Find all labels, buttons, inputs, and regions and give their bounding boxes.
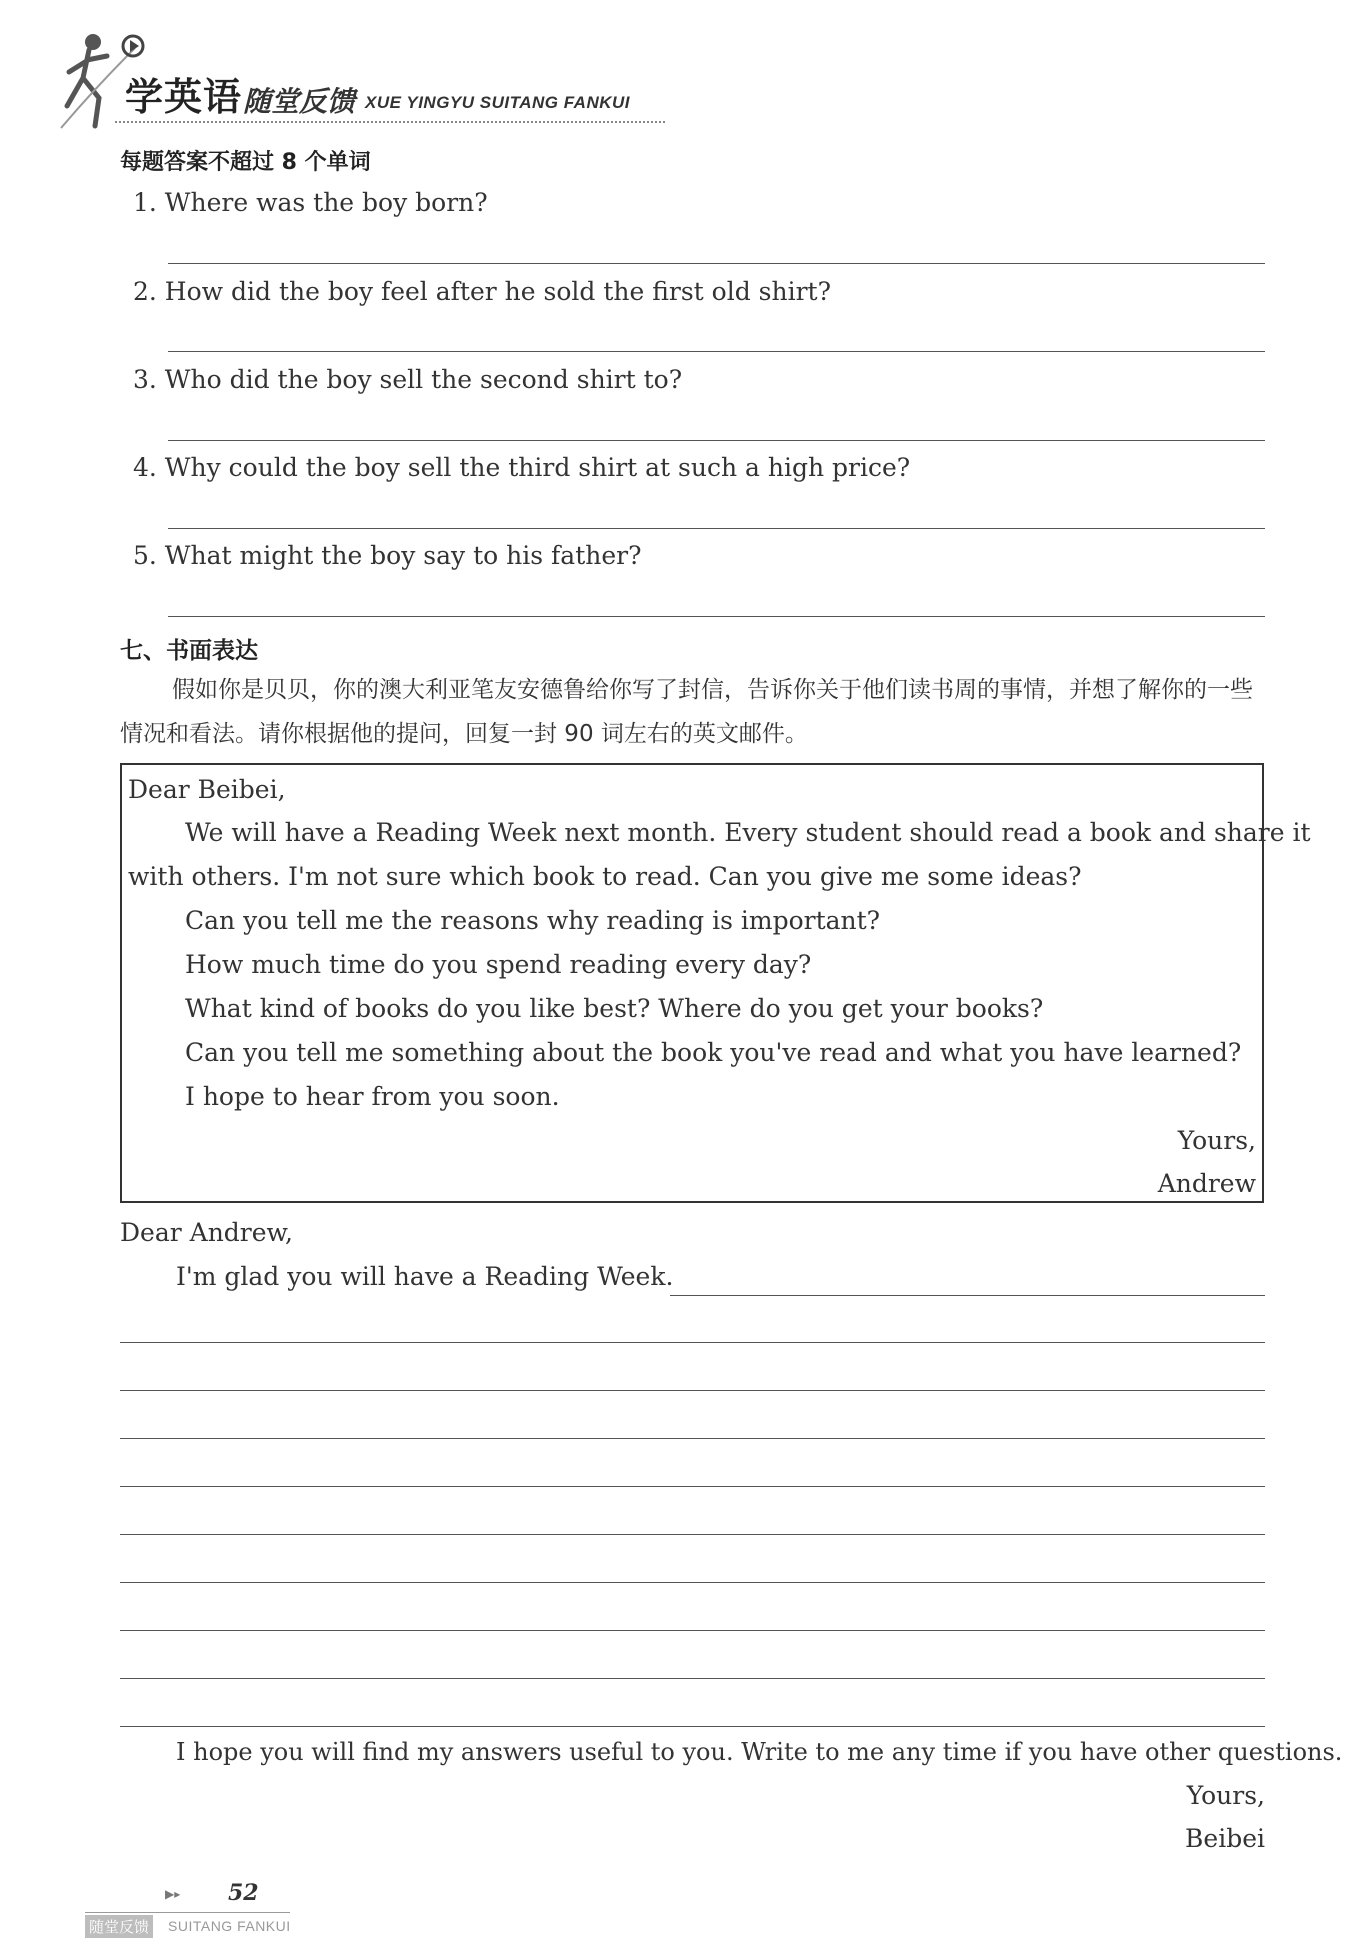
letter-line-1: We will have a Reading Week next month. Every student should read a book and share it [185, 818, 1311, 847]
writing-line-9[interactable] [120, 1726, 1265, 1727]
writing-line-2[interactable] [120, 1390, 1265, 1391]
writing-line-7[interactable] [120, 1630, 1265, 1631]
question-5: 5. What might the boy say to his father? [133, 541, 642, 570]
question-1: 1. Where was the boy born? [133, 188, 488, 217]
footer-label-cn: 随堂反馈 [85, 1915, 153, 1938]
reply-signature: Beibei [1185, 1824, 1265, 1853]
question-4: 4. Why could the boy sell the third shirt at such a high price? [133, 453, 911, 482]
question-instruction: 每题答案不超过 8 个单词 [120, 150, 371, 175]
letter-signoff: Yours, [1177, 1126, 1256, 1155]
writing-line-6[interactable] [120, 1582, 1265, 1583]
reply-signoff: Yours, [1186, 1781, 1265, 1810]
brand-title-cn: 学英语 [125, 75, 243, 119]
letter-line-2: with others. I'm not sure which book to read. Can you give me some ideas? [128, 862, 1082, 891]
andrew-letter-box [120, 763, 1311, 1203]
brand-subtitle-cn: 随堂反馈 [243, 85, 356, 118]
answer-line-2[interactable] [168, 351, 1265, 352]
letter-question-4: Can you tell me something about the book you've read and what you have learned? [185, 1038, 1242, 1067]
reply-opening: I'm glad you will have a Reading Week. [176, 1262, 674, 1291]
section-title: 七、书面表达 [120, 638, 258, 664]
reply-salutation: Dear Andrew, [120, 1218, 293, 1247]
letter-salutation: Dear Beibei, [128, 775, 286, 804]
header-dotted-rule [115, 121, 665, 123]
question-3: 3. Who did the boy sell the second shirt to? [133, 365, 683, 394]
writing-line-0[interactable] [670, 1295, 1265, 1296]
letter-question-2: How much time do you spend reading every day? [185, 950, 812, 979]
answer-line-1[interactable] [168, 263, 1265, 264]
writing-line-3[interactable] [120, 1438, 1265, 1439]
reply-closing-line: I hope you will find my answers useful to you. Write to me any time if you have other questions. [176, 1738, 1343, 1766]
writing-task: 假如你是贝贝，你的澳大利亚笔友安德鲁给你写了封信，告诉你关于他们读书周的事情，并想了解你的一些情况和看法。请你根据他的提问，回复一封 90 词左右的英文邮件。 [120, 677, 1253, 747]
answer-line-5[interactable] [168, 616, 1265, 617]
brand-title-en: XUE YINGYU SUITANG FANKUI [365, 93, 631, 112]
footer-rule [85, 1912, 290, 1913]
footer-arrow-icon: ▶▸ [165, 1887, 181, 1901]
letter-closing-line: I hope to hear from you soon. [185, 1082, 560, 1111]
writing-line-4[interactable] [120, 1486, 1265, 1487]
letter-signature: Andrew [1157, 1169, 1256, 1198]
footer-label-en: SUITANG FANKUI [168, 1918, 291, 1934]
writing-line-1[interactable] [120, 1342, 1265, 1343]
writing-line-5[interactable] [120, 1534, 1265, 1535]
letter-question-3: What kind of books do you like best? Where do you get your books? [185, 994, 1044, 1023]
letter-question-1: Can you tell me the reasons why reading is important? [185, 906, 881, 935]
question-2: 2. How did the boy feel after he sold the first old shirt? [133, 277, 831, 306]
page-header [55, 28, 675, 138]
writing-line-8[interactable] [120, 1678, 1265, 1679]
answer-line-4[interactable] [168, 528, 1265, 529]
page-number: 52 [228, 1880, 259, 1906]
answer-line-3[interactable] [168, 440, 1265, 441]
